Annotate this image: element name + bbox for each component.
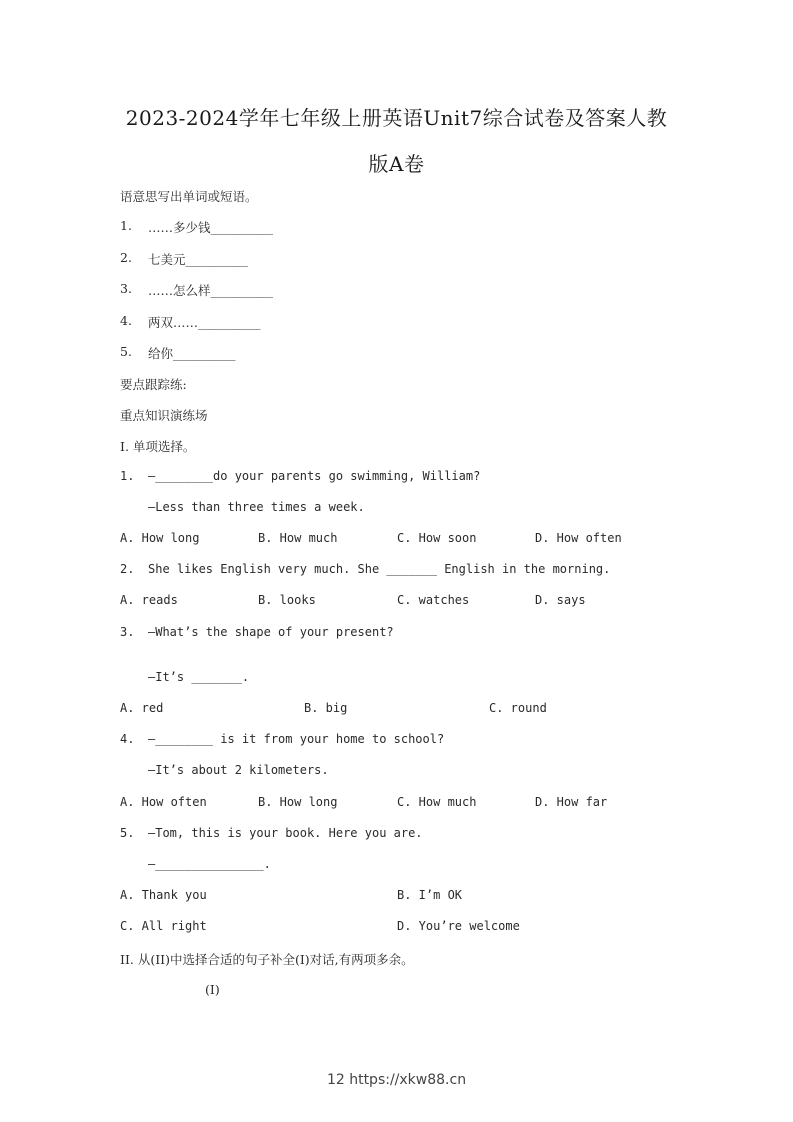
vocab-heading: 语意思写出单词或短语。 bbox=[120, 189, 258, 204]
vocab-item-number: 2. bbox=[120, 250, 132, 265]
question-3-prompt: —What’s the shape of your present? bbox=[148, 625, 394, 639]
question-4-option-b: B. How long bbox=[258, 795, 338, 809]
question-1-prompt: —________do your parents go swimming, William? bbox=[148, 469, 481, 483]
question-4-answer-line: —It’s about 2 kilometers. bbox=[148, 763, 329, 777]
question-1-option-d: D. How often bbox=[535, 531, 622, 545]
question-2-number: 2. bbox=[120, 562, 135, 576]
question-3-option-a: A. red bbox=[120, 701, 164, 715]
question-5-number: 5. bbox=[120, 826, 135, 840]
question-5-option-b: B. I’m OK bbox=[397, 888, 463, 902]
question-1-option-a: A. How long bbox=[120, 531, 200, 545]
question-1-answer-line: —Less than three times a week. bbox=[148, 500, 365, 514]
question-5-option-c: C. All right bbox=[120, 919, 207, 933]
vocab-item-number: 5. bbox=[120, 344, 132, 359]
question-5-option-a: A. Thank you bbox=[120, 888, 207, 902]
vocab-item-text: ……怎么样__________ bbox=[148, 283, 274, 298]
vocab-item-text: 七美元__________ bbox=[148, 252, 249, 267]
question-1-option-b: B. How much bbox=[258, 531, 338, 545]
question-5-option-d: D. You’re welcome bbox=[397, 919, 520, 933]
part-2-heading: II. 从(II)中选择合适的句子补全(I)对话,有两项多余。 bbox=[120, 952, 414, 967]
vocab-item-text: 两双……__________ bbox=[148, 315, 261, 330]
page-footer: 12 https://xkw88.cn bbox=[326, 1072, 467, 1088]
question-3-option-b: B. big bbox=[304, 701, 348, 715]
question-2-option-a: A. reads bbox=[120, 593, 178, 607]
vocab-item-number: 1. bbox=[120, 218, 132, 233]
document-title-line-2: 版A卷 bbox=[368, 152, 425, 176]
section-heading-key-points: 重点知识演练场 bbox=[120, 408, 208, 423]
question-4-option-a: A. How often bbox=[120, 795, 207, 809]
question-1-option-c: C. How soon bbox=[397, 531, 477, 545]
question-2-option-c: C. watches bbox=[397, 593, 470, 607]
question-1-number: 1. bbox=[120, 469, 135, 483]
question-5-prompt: —Tom, this is your book. Here you are. bbox=[148, 826, 423, 840]
question-3-option-c: C. round bbox=[489, 701, 547, 715]
vocab-item-number: 4. bbox=[120, 313, 132, 328]
question-2-option-b: B. looks bbox=[258, 593, 316, 607]
question-4-option-d: D. How far bbox=[535, 795, 608, 809]
question-3-number: 3. bbox=[120, 625, 135, 639]
question-5-answer-line: —_______________. bbox=[148, 857, 271, 871]
question-2-prompt: She likes English very much. She _______ English in the morning. bbox=[148, 562, 611, 576]
question-2-option-d: D. says bbox=[535, 593, 586, 607]
vocab-item-text: ……多少钱__________ bbox=[148, 220, 274, 235]
question-4-number: 4. bbox=[120, 732, 135, 746]
part-2-subheading: (I) bbox=[205, 982, 220, 997]
document-title-line-1: 2023-2024学年七年级上册英语Unit7综合试卷及答案人教 bbox=[125, 106, 668, 130]
section-heading-practice: 要点跟踪练: bbox=[120, 377, 187, 392]
part-1-heading: I. 单项选择。 bbox=[120, 439, 196, 454]
question-3-answer-line: —It’s _______. bbox=[148, 670, 250, 684]
vocab-item-text: 给你__________ bbox=[148, 346, 236, 361]
vocab-item-number: 3. bbox=[120, 281, 132, 296]
question-4-option-c: C. How much bbox=[397, 795, 477, 809]
question-4-prompt: —________ is it from your home to school? bbox=[148, 732, 445, 746]
